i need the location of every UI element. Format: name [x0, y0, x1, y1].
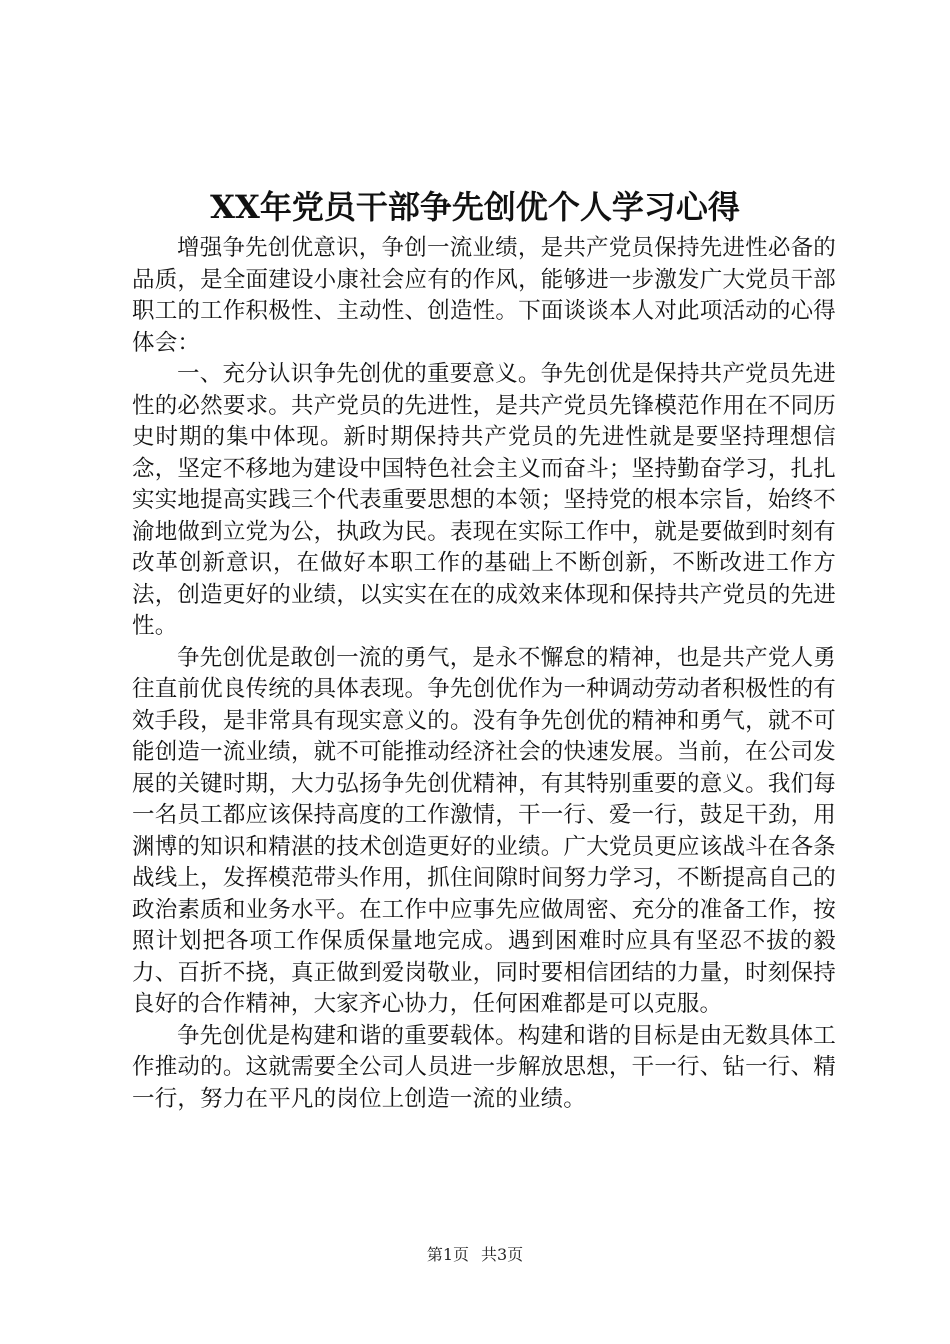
paragraph-section-one: 一、充分认识争先创优的重要意义。争先创优是保持共产党员先进性的必然要求。共产党员的先进性，是共产党员先锋模范作用在不同历史时期的集中体现。新时期保持共产党员的先进性就是要坚持理想信念，坚定不移地为建设中国特色社会主义而奋斗；坚持勤奋学习，扎扎实实地提高实践三个代表重要思想的本领；坚持党的根本宗旨，始终不渝地做到立党为公，执政为民。表现在实际工作中，就是要做到时刻有改革创新意识，在做好本职工作的基础上不断创新，不断改进工作方法，创造更好的业绩，以实实在在的成效来体现和保持共产党员的先进性。 — [132, 361, 836, 639]
document-title: XX年党员干部争先创优个人学习心得 — [210, 188, 740, 226]
paragraph-spirit: 争先创优是敢创一流的勇气，是永不懈怠的精神，也是共产党人勇往直前优良传统的具体表现。争先创优作为一种调动劳动者积极性的有效手段，是非常具有现实意义的。没有争先创优的精神和勇气，就不可能创造一流业绩，就不可能推动经济社会的快速发展。当前，在公司发展的关键时期，大力弘扬争先创优精神，有其特别重要的意义。我们每一名员工都应该保持高度的工作激情，干一行、爱一行，鼓足干劲，用渊博的知识和精湛的技术创造更好的业绩。广大党员更应该战斗在各条战线上，发挥模范带头作用，抓住间隙时间努力学习，不断提高自己的政治素质和业务水平。在工作中应事先应做周密、充分的准备工作，按照计划把各项工作保质保量地完成。遇到困难时应具有坚忍不拔的毅力、百折不挠，真正做到爱岗敬业，同时要相信团结的力量，时刻保持良好的合作精神，大家齐心协力，任何困难都是可以克服。 — [132, 644, 836, 1017]
page-number: 第1页 — [426, 1245, 469, 1264]
page-footer — [0, 1245, 950, 1265]
document-body — [132, 233, 836, 1115]
paragraph-intro: 增强争先创优意识，争创一流业绩，是共产党员保持先进性必备的品质，是全面建设小康社会应有的作风，能够进一步激发广大党员干部职工的工作积极性、主动性、创造性。下面谈谈本人对此项活动的心得体会： — [132, 235, 836, 356]
paragraph-harmony: 争先创优是构建和谐的重要载体。构建和谐的目标是由无数具体工作推动的。这就需要全公司人员进一步解放思想，干一行、钻一行、精一行，努力在平凡的岗位上创造一流的业绩。 — [132, 1022, 836, 1112]
page-total: 共3页 — [481, 1245, 524, 1264]
